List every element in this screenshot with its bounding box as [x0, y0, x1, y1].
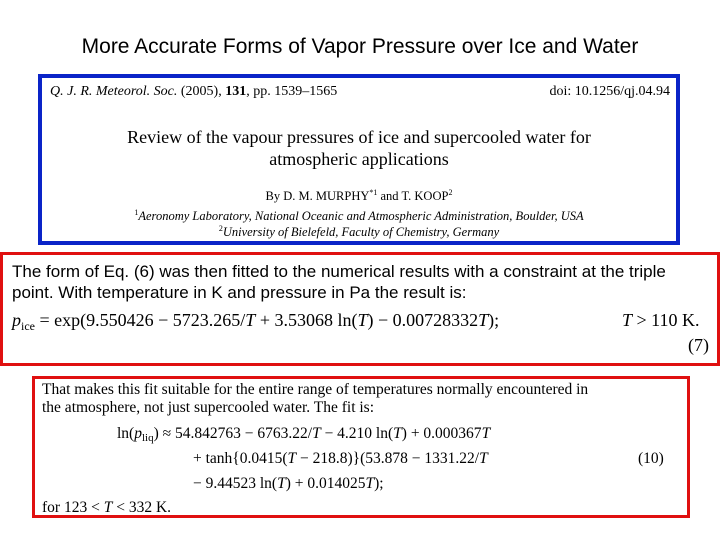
journal-citation: [50, 84, 337, 100]
paper-title-line2: atmospheric applications: [269, 149, 449, 169]
liquid-equation-number: (10): [638, 450, 664, 467]
affiliation-2-text: University of Bielefeld, Faculty of Chemistry, Germany: [222, 225, 500, 239]
affiliation-1: $^1$Aeronomy Laboratory, National Oceanic and Atmospheric Administration, Boulder, USA: [134, 208, 584, 223]
liquid-text-line2: the atmosphere, not just supercooled water. The fit is:: [42, 399, 375, 416]
affiliation-1-text: Aeronomy Laboratory, National Oceanic and Atmospheric Administration, Boulder, USA: [138, 209, 584, 223]
liquid-equation-line2: + tanh{0.0415(T − 218.8)}(53.878 − 1331.22/T: [193, 450, 488, 467]
ice-text-line1: The form of Eq. (6) was then fitted to the numerical results with a constraint at the triple: [12, 262, 666, 281]
ice-equation-number: (7): [688, 335, 709, 355]
paper-authors: By D. M. MURPHY$^{*1}$ and T. KOOP$^2$: [265, 188, 453, 203]
journal-name: Q. J. R. Meteorol. Soc.: [50, 84, 178, 99]
paper-title: [42, 126, 676, 170]
liquid-text-line1: That makes this fit suitable for the entire range of temperatures normally encountered in: [42, 381, 589, 398]
ice-text-line2: point. With temperature in K and pressure in Pa the result is:: [12, 283, 467, 302]
ice-equation-box: [0, 252, 720, 366]
paper-header-box: [38, 74, 680, 245]
liquid-equation-line3: − 9.44523 ln(T) + 0.014025T);: [193, 475, 384, 492]
ice-equation: $p_{ice} = \exp(9.550426 - 5723.265/T + 3.53068$ ln(T) − 0.00728332T);: [12, 310, 500, 333]
doi: doi: 10.1256/qj.04.94: [549, 84, 670, 99]
slide-title: More Accurate Forms of Vapor Pressure over Ice and Water: [81, 35, 639, 58]
paper-title-line1: Review of the vapour pressures of ice and supercooled water for: [127, 127, 591, 147]
journal-volume-pages: (2005), 131, pp. 1539–1565: [177, 84, 338, 99]
liquid-equation-range: for 123 < T < 332 K.: [42, 499, 172, 516]
liquid-equation-line1: ln(pliq) ≈ 54.842763 − 6763.22/T − 4.210 ln(T) + 0.000367T: [117, 425, 491, 444]
liquid-equation-box: [32, 376, 690, 518]
ice-equation-condition: T > 110 K.: [622, 310, 700, 330]
affiliation-2: $^2$University of Bielefeld, Faculty of Chemistry, Germany: [218, 224, 500, 239]
